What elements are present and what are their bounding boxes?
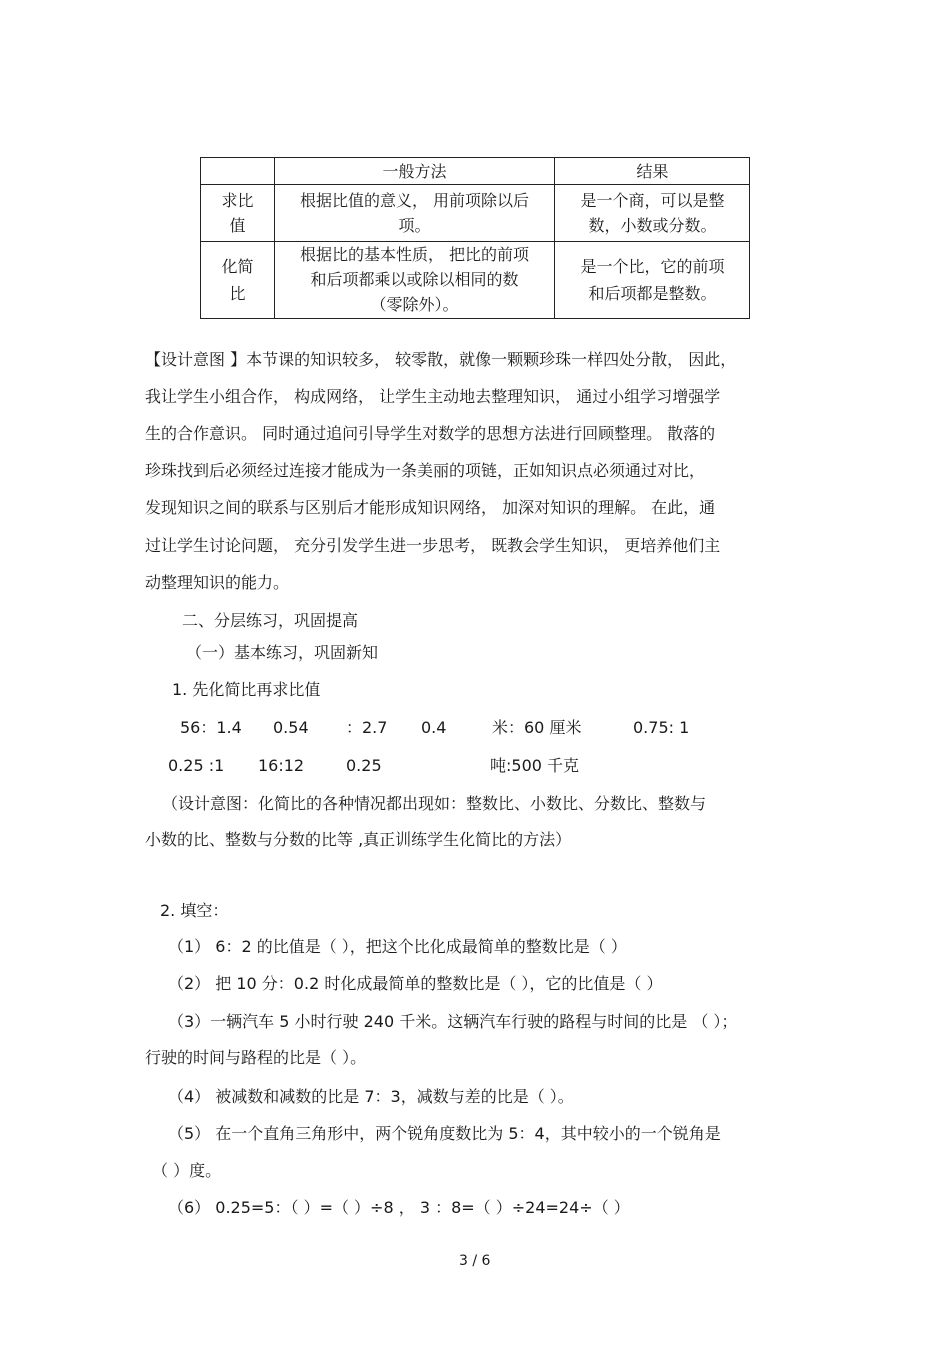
design-intent-line: 我让学生小组合作， 构成网络， 让学生主动地去整理知识， 通过小组学习增强学 (145, 387, 721, 406)
ratio-item: 0.75: 1 (633, 718, 690, 737)
fill-question: （6） 0.25=5：（ ）=（ ）÷8 ， 3 ：8=（ ）÷24=24÷（ ） (168, 1198, 630, 1217)
design-intent-line: 发现知识之间的联系与区别后才能形成知识网络， 加深对知识的理解。 在此，通 (145, 498, 716, 517)
exercise-title: 1. 先化简比再求比值 (172, 680, 321, 699)
fill-question: （2） 把 10 分：0.2 时化成最简单的整数比是（ ），它的比值是（ ） (168, 974, 663, 993)
design-intent-line: 珍珠找到后必须经过连接才能成为一条美丽的项链，正如知识点必须通过对比， (145, 461, 706, 480)
table-cell-method: 和后项都乘以或除以相同的数 (310, 270, 519, 289)
ratio-item: 56：1.4 (180, 718, 242, 737)
fill-question: 行驶的时间与路程的比是（ ）。 (145, 1048, 367, 1067)
table-divider (201, 241, 749, 242)
ratio-item: 吨:500 千克 (490, 756, 580, 775)
table-header-result: 结果 (636, 162, 669, 181)
ratio-item: 0.25 (346, 756, 382, 775)
table-cell-method: （零除外）。 (370, 295, 459, 314)
fill-question: （5） 在一个直角三角形中，两个锐角度数比为 5：4，其中较小的一个锐角是 (168, 1124, 721, 1143)
table-cell-method: 根据比值的意义， 用前项除以后 (299, 191, 530, 210)
table-cell-result: 和后项都是整数。 (588, 284, 717, 303)
subsection-heading: （一）基本练习，巩固新知 (186, 643, 379, 662)
design-note-line: 小数的比、整数与分数的比等 ,真正训练学生化简比的方法） (145, 830, 572, 849)
fill-question: （1） 6：2 的比值是（ ），把这个比化成最简单的整数比是（ ） (168, 937, 627, 956)
ratio-item: 米：60 厘米 (492, 718, 582, 737)
section-heading: 二、分层练习，巩固提高 (182, 611, 359, 630)
design-intent-line: 【设计意图 】本节课的知识较多， 较零散，就像一颗颗珍珠一样四处分散， 因此， (145, 350, 737, 369)
design-note-line: （设计意图：化简比的各种情况都出现如：整数比、小数比、分数比、整数与 (162, 794, 707, 813)
design-intent-line: 生的合作意识。 同时通过追问引导学生对数学的思想方法进行回顾整理。 散落的 (145, 424, 716, 443)
table-divider (201, 184, 749, 185)
table-row-name: 值 (229, 216, 246, 235)
ratio-item: 16:12 (258, 756, 305, 775)
table-row-name: 化简 (221, 257, 254, 276)
table-cell-method: 根据比的基本性质， 把比的前项 (299, 245, 530, 264)
ratio-item: 0.54 (273, 718, 309, 737)
ratio-item: 0.4 (421, 718, 447, 737)
table-row-name: 求比 (221, 191, 254, 210)
table-cell-result: 是一个比，它的前项 (580, 257, 725, 276)
table-cell-method: 项。 (398, 216, 431, 235)
table-cell-result: 是一个商，可以是整 (580, 191, 725, 210)
exercise-title: 2. 填空： (160, 901, 229, 920)
table-row-name: 比 (229, 284, 246, 303)
fill-question: （ ）度。 (152, 1161, 222, 1180)
table-cell-result: 数，小数或分数。 (588, 216, 717, 235)
fill-question: （4） 被减数和减数的比是 7：3，减数与差的比是（ ）。 (168, 1087, 574, 1106)
design-intent-line: 过让学生讨论问题， 充分引发学生进一步思考， 既教会学生知识， 更培养他们主 (145, 536, 721, 555)
table-header-method: 一般方法 (382, 162, 447, 181)
design-intent-line: 动整理知识的能力。 (145, 573, 290, 592)
page-number: 3 / 6 (459, 1253, 491, 1269)
methods-table (200, 157, 750, 319)
ratio-item: ：2.7 (346, 718, 388, 737)
ratio-item: 0.25 :1 (168, 756, 225, 775)
fill-question: （3）一辆汽车 5 小时行驶 240 千米。这辆汽车行驶的路程与时间的比是 （ ）； (168, 1012, 738, 1031)
